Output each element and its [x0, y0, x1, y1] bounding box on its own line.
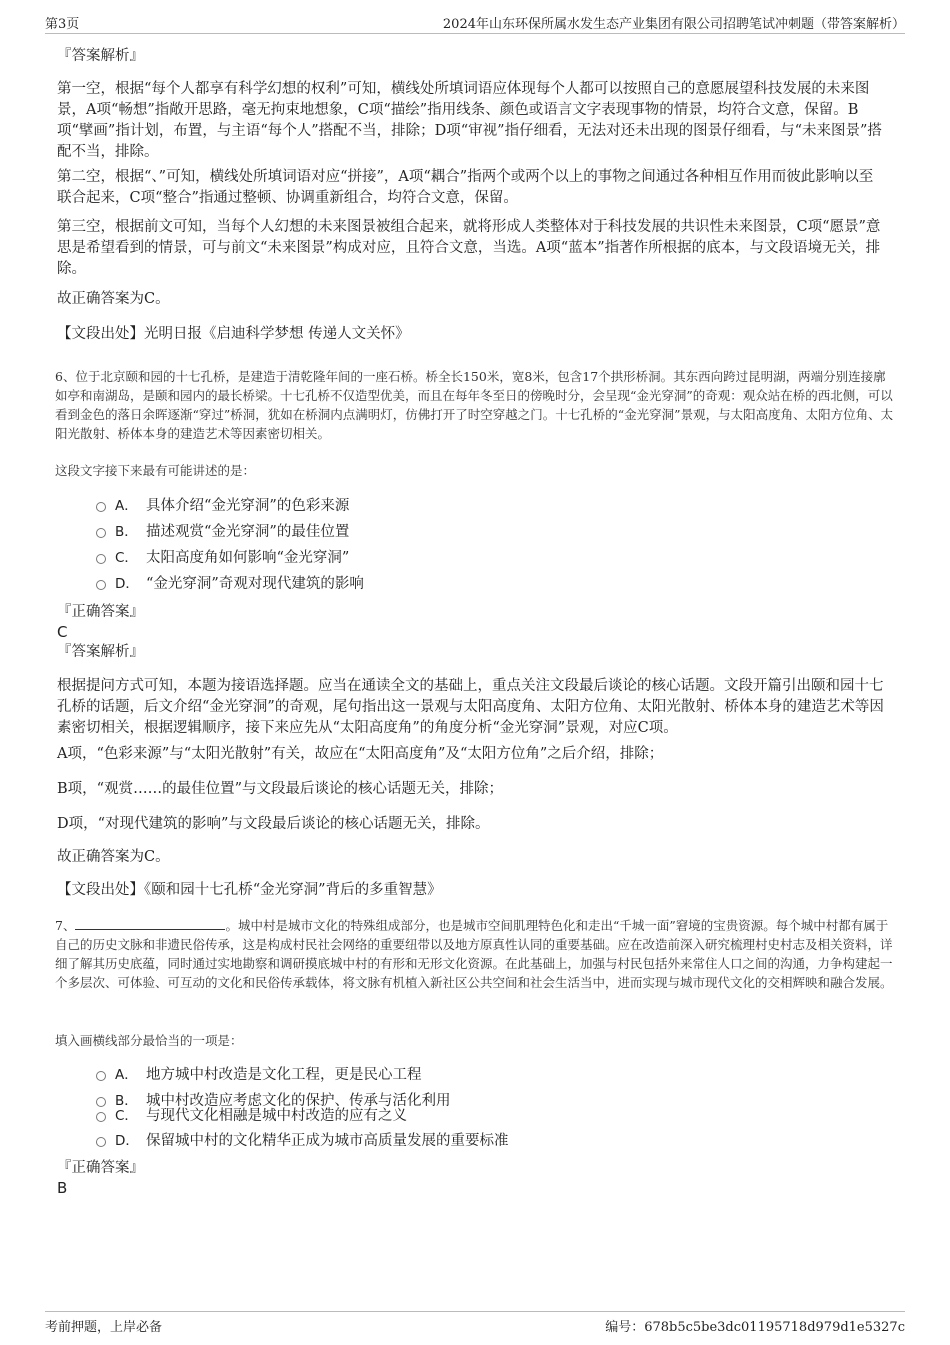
q6-stem: 6、位于北京颐和园的十七孔桥，是建造于清乾隆年间的一座石桥。桥全长150米，宽8米，包含17个拱形桥洞。其东西向跨过昆明湖，两端分别连接廓如亭和南湖岛，是颐和园内的最长桥梁。十七孔桥不仅造型优美，而且在每年冬至日的傍晚时分，会呈现“金光穿洞”的奇观：观众站在桥的西北侧，可以看到金色的落日余晖逐渐“穿过”桥洞，犹如在桥洞内点满明灯，仿佛打开了时空穿越之门。十七孔桥的“金光穿洞”景观，与太阳高度角、太阳方位角、太阳光散射、桥体本身的建造艺术等因素密切相关。 — [55, 369, 894, 441]
q7-stem — [55, 916, 897, 992]
option-text: 城中村改造应考虑文化的保护、传承与活化利用 — [146, 1093, 451, 1109]
q6-source: 【文段出处】《颐和园十七孔桥“金光穿洞”背后的多重智慧》 — [57, 882, 442, 898]
option-text: 描述观赏“金光穿洞”的最佳位置 — [146, 524, 350, 540]
q6-analysis-option-d: D项，“对现代建筑的影响”与文段最后谈论的核心话题无关，排除。 — [57, 816, 490, 832]
option-letter: C． — [115, 550, 138, 566]
q6-correct-label: 『正确答案』 — [57, 604, 144, 620]
footer-slogan: 考前押题，上岸必备 — [45, 1320, 163, 1335]
q7-correct-answer: B — [57, 1179, 68, 1197]
option-letter: B． — [115, 524, 138, 540]
option-letter: A． — [115, 1067, 138, 1083]
option-text: 太阳高度角如何影响“金光穿洞” — [146, 550, 350, 566]
q6-question: 这段文字接下来最有可能讲述的是： — [55, 463, 256, 478]
option-letter: C． — [115, 1108, 138, 1124]
q6-analysis-option-a: A项，“色彩来源”与“太阳光散射”有关，故应在“太阳高度角”及“太阳方位角”之后介绍，排除； — [57, 746, 664, 762]
q5-analysis-para-1: 第一空，根据“每个人都享有科学幻想的权利”可知，横线处所填词语应体现每个人都可以按照自己的意愿展望科技发展的未来图景，A项“畅想”指敞开思路，毫无拘束地想象，C项“描绘”指用线条、颜色或语言文字表现事物的情景，均符合文意，保留。B项“擘画”指计划，布置，与主语“每个人”搭配不当，排除；D项“审视”指仔细看，无法对还未出现的图景仔细看，与“未来图景”搭配不当，排除。 — [57, 81, 882, 160]
radio-icon[interactable] — [96, 580, 106, 590]
option-letter: D． — [115, 576, 139, 592]
page-number: 第3页 — [45, 17, 80, 32]
option-text: “金光穿洞”奇观对现代建筑的影响 — [146, 576, 364, 592]
q5-analysis-label: 『答案解析』 — [57, 48, 144, 64]
q6-analysis-option-b: B项，“观赏……的最佳位置”与文段最后谈论的核心话题无关，排除； — [57, 781, 503, 797]
q7-blank-line — [75, 917, 225, 930]
q7-stem-text: 。城中村是城市文化的特殊组成部分，也是城市空间肌理特色化和走出“千城一面”窘境的宝贵资源。每个城中村都有属于自己的历史文脉和非遗民俗传承，这是构成村民社会网络的重要纽带以及地方原真性认同的重要基础。应在改造前深入研究梳理村史村志及相关资料，详细了解其历史底蕴，同时通过实地勘察和调研摸底城中村的有形和无形文化资源。在此基础上，加强与村民包括外来常住人口之间的沟通，力争构建起一个多层次、可体验、可互动的文化和民俗传承载体，将文脉有机植入新社区公共空间和社会生活当中，进而实现与城市现代文化的交相辉映和融合发展。 — [55, 918, 893, 990]
q5-analysis-para-2: 第二空，根据“、”可知，横线处所填词语对应“拼接”，A项“耦合”指两个或两个以上的事物之间通过各种相互作用而彼此影响以至联合起来，C项“整合”指通过整顿、协调重新组合，均符合文意，保留。 — [57, 169, 874, 206]
document-id: 编号：678b5c5be3dc01195718d979d1e5327c — [605, 1320, 905, 1335]
q7-number: 7、 — [55, 918, 76, 933]
radio-icon[interactable] — [96, 554, 106, 564]
option-letter: D． — [115, 1133, 139, 1149]
radio-icon[interactable] — [96, 502, 106, 512]
q5-source: 【文段出处】光明日报《启迪科学梦想 传递人文关怀》 — [57, 326, 410, 342]
option-letter: B． — [115, 1093, 138, 1109]
option-text: 地方城中村改造是文化工程，更是民心工程 — [146, 1067, 422, 1083]
option-text: 与现代文化相融是城中村改造的应有之义 — [146, 1108, 407, 1124]
radio-icon[interactable] — [96, 1097, 106, 1107]
option-text: 具体介绍“金光穿洞”的色彩来源 — [146, 498, 350, 514]
option-letter: A． — [115, 498, 138, 514]
q5-analysis-para-3: 第三空，根据前文可知，当每个人幻想的未来图景被组合起来，就将形成人类整体对于科技发展的共识性未来图景，C项“愿景”意思是希望看到的情景，可与前文“未来图景”构成对应，且符合文意，当选。A项“蓝本”指著作所根据的底本，与文段语境无关，排除。 — [57, 219, 881, 277]
q6-conclusion: 故正确答案为C。 — [57, 849, 170, 865]
page-header — [45, 13, 905, 34]
radio-icon[interactable] — [96, 1112, 106, 1122]
q7-correct-label: 『正确答案』 — [57, 1160, 144, 1176]
q6-analysis-label: 『答案解析』 — [57, 644, 144, 660]
q6-analysis-para-1: 根据提问方式可知，本题为接语选择题。应当在通读全文的基础上，重点关注文段最后谈论的核心话题。文段开篇引出颐和园十七孔桥的话题，后文介绍“金光穿洞”的奇观，尾句指出这一景观与太阳高度角、太阳方位角、太阳光散射、桥体本身的建造艺术等因素密切相关，根据逻辑顺序，接下来应先从“太阳高度角”的角度分析“金光穿洞”景观，对应C项。 — [57, 678, 884, 736]
q6-correct-answer: C — [57, 623, 68, 641]
radio-icon[interactable] — [96, 1137, 106, 1147]
radio-icon[interactable] — [96, 528, 106, 538]
page-footer — [45, 1311, 905, 1334]
document-title: 2024年山东环保所属水发生态产业集团有限公司招聘笔试冲刺题（带答案解析） — [442, 17, 905, 32]
q7-question: 填入画横线部分最恰当的一项是： — [55, 1033, 243, 1048]
q5-conclusion: 故正确答案为C。 — [57, 291, 170, 307]
radio-icon[interactable] — [96, 1071, 106, 1081]
option-text: 保留城中村的文化精华正成为城市高质量发展的重要标准 — [146, 1133, 509, 1149]
